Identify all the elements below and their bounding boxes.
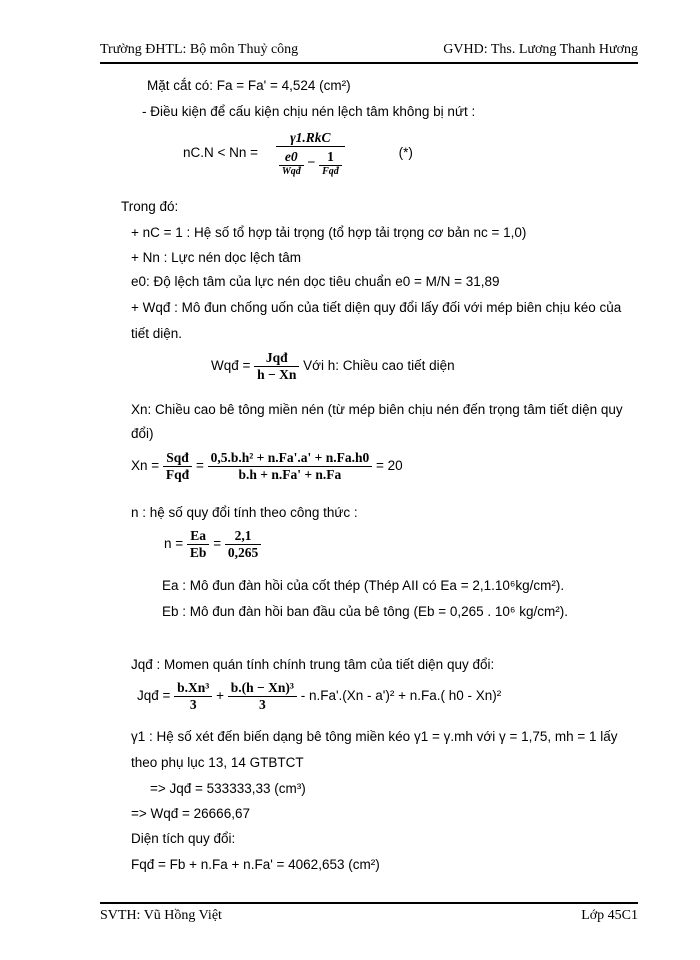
eqn-f1-den: Eb [189,545,207,560]
eqw-fraction [254,350,299,383]
equation-wqd [211,350,455,383]
eqxn-f1 [163,450,192,483]
footer-class: Lớp 45C1 [581,908,638,923]
header-school: Trường ĐHTL: Bộ môn Thuỷ công [100,42,299,57]
eq1-lhs: nC.N < Nn = [183,145,259,161]
equation-n [164,528,261,561]
eqj-f2 [228,680,297,713]
eqxn-f1-den: Fqđ [165,467,190,482]
trong-do-label: Trong đó: [121,199,179,214]
eqn-f2-den: 0,265 [227,545,259,560]
eqj-f2-num: b.(h − Xn)³ [228,680,297,697]
eq1-den-a [279,149,304,177]
xn-desc-2: đổi) [131,426,154,441]
eqj-f1 [174,680,212,713]
eq1-tag: (*) [398,145,413,161]
result-jqd: => Jqđ = 533333,33 (cm³) [150,781,306,796]
eqj-lhs: Jqđ = [137,688,171,704]
eqxn-f2-num: 0,5.b.h² + n.Fa'.a' + n.Fa.h0 [208,450,373,467]
eq1-den-b-den: Fqđ [322,166,339,177]
eqxn-result: = 20 [375,458,403,474]
eq1-den-b [319,149,342,177]
eq1-minus: − [307,154,316,170]
eqw-den: h − Xn [257,367,297,382]
eqxn-f2 [208,450,373,483]
xn-desc-1: Xn: Chiều cao bê tông miền nén (từ mép biên chịu nén đến trọng tâm tiết diện quy [131,402,623,417]
eqw-num: Jqđ [254,350,299,367]
result-fqd: Fqđ = Fb + n.Fa + n.Fa' = 4062,653 (cm²) [131,857,380,872]
footer-student: SVTH: Vũ Hồng Việt [100,908,222,923]
eq1-den-b-num: 1 [319,149,342,166]
eq1-denominator [276,147,345,177]
item-wqd-1: + Wqđ : Mô đun chống uốn của tiết diện quy đổi lấy đối với mép biên chịu kéo của [131,300,622,315]
eqw-tail: Với h: Chiều cao tiết diện [303,358,455,374]
eqxn-f2-den: b.h + n.Fa' + n.Fa [238,467,342,482]
gamma-desc-1: γ1 : Hệ số xét đến biến dạng bê tông miền kéo γ1 = γ.mh với γ = 1,75, mh = 1 lấy [131,729,618,744]
eqn-f1 [187,528,210,561]
item-nc: + nC = 1 : Hệ số tổ hợp tải trọng (tổ hợp tải trọng cơ bản nc = 1,0) [131,225,527,240]
eqj-tail: - n.Fa'.(Xn - a')² + n.Fa.( h0 - Xn)² [300,688,502,704]
eqn-lhs: n = [164,536,184,552]
eqj-f1-num: b.Xn³ [174,680,212,697]
eqxn-eq: = [195,458,204,474]
eqj-f2-den: 3 [258,697,266,712]
item-wqd-2: tiết diện. [131,326,183,341]
section-line: Mặt cắt có: Fa = Fa' = 4,524 (cm²) [147,78,351,93]
eq1-den-a-den: Wqđ [281,166,301,177]
equation-cracking [183,130,413,177]
eqn-f2 [225,528,261,561]
eqj-f1-den: 3 [189,697,197,712]
eq1-den-a-num: e0 [279,149,304,166]
eqxn-f1-num: Sqđ [163,450,192,467]
condition-line: - Điều kiện để cấu kiện chịu nén lệch tâm không bị nứt : [142,104,476,119]
n-desc: n : hệ số quy đổi tính theo công thức : [131,505,358,520]
item-e0: e0: Độ lệch tâm của lực nén dọc tiêu chuẩn e0 = M/N = 31,89 [131,274,500,289]
header-instructor: GVHD: Ths. Lương Thanh Hương [443,42,638,57]
result-wqd: => Wqđ = 26666,67 [131,806,250,821]
eqn-eq: = [213,536,222,552]
ea-desc: Ea : Mô đun đàn hồi của cốt thép (Thép AII có Ea = 2,1.10⁶kg/cm²). [162,578,565,593]
eqn-f2-num: 2,1 [225,528,261,545]
eqn-f1-num: Ea [187,528,210,545]
eb-desc: Eb : Mô đun đàn hồi ban đầu của bê tông (Eb = 0,265 . 10⁶ kg/cm²). [162,604,568,619]
gamma-desc-2: theo phụ lục 13, 14 GTBTCT [131,755,304,770]
eq1-fraction [276,130,345,177]
page-header [100,40,638,64]
eqxn-lhs: Xn = [131,458,160,474]
page-footer [100,902,638,923]
eq1-numerator: γ1.RkC [276,130,345,147]
jqd-desc: Jqđ : Momen quán tính chính trung tâm của tiết diện quy đổi: [131,657,495,672]
item-nn: + Nn : Lực nén dọc lệch tâm [131,250,302,265]
eqw-lhs: Wqđ = [211,358,251,374]
equation-xn [131,450,403,483]
eqj-plus: + [216,688,225,704]
equation-jqd [137,680,501,713]
area-label: Diện tích quy đổi: [131,831,236,846]
